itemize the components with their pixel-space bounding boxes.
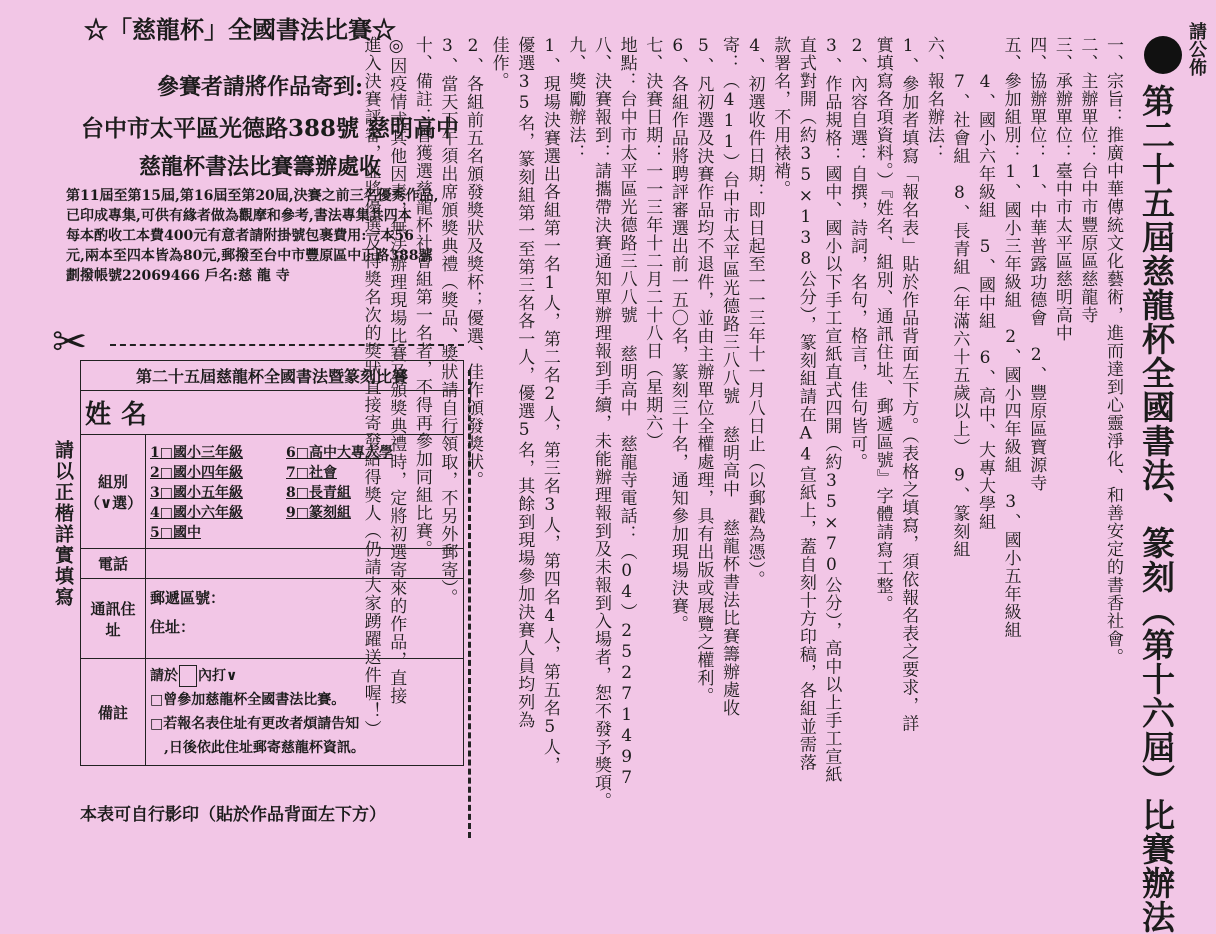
book-info-line: 第11屆至第15屆,第16屆至第20屆,決賽之前三名優秀作品, [66,188,439,204]
book-info-line: 每本酌收工本費400元有意者請附掛號包裹費用:一本56 [66,228,414,244]
rule-column: 實填寫各項資料。）『姓名、組別、通訊住址、郵遞區號』字體請寫工整。 [872,36,893,613]
book-info [66,186,456,286]
form-title: 第二十五屆慈龍杯全國書法暨篆刻比賽 [81,361,464,391]
group-option[interactable]: 2□國小四年級 [150,464,243,481]
phone-label: 電話 [81,549,146,579]
rule-column: 八、決賽報到：請攜帶決賽通知單辦理報到手續，未能辦理報到及未報到入場者，恕不發予獎項。 [591,36,611,810]
rule-column: 5、凡初選及決賽作品均不退件，並由主辦單位全權處理，具有出版或展覽之權利。 [693,36,714,705]
phone-field[interactable] [146,549,464,579]
group-option[interactable]: 3□國小五年級 [150,484,243,501]
address-line-1: 台中市太平區光德路388號 慈明高中 [80,115,460,142]
address-line-2: 慈龍杯書法比賽籌辦處收 [138,154,381,180]
rule-column: ◎因疫情或其他因素，無法辦理現場比賽及頒獎典禮時，定將初選寄來的作品，直接 [386,36,407,705]
checkbox-icon [179,665,197,687]
group-option[interactable]: 5□國中 [150,524,201,541]
group-options [146,435,464,549]
rule-column: 六、報名辦法： [923,36,944,162]
rule-column: 地點：台中市太平區光德路三八八號 慈明高中 慈龍寺電話：（04）25271497 [616,36,637,789]
group-option[interactable]: 6□高中大專大學 [286,444,393,461]
name-field[interactable] [81,391,464,435]
rule-column: 一、宗旨：推廣中華傳統文化藝術，進而達到心靈淨化、和善安定的書香社會。 [1103,36,1123,666]
page-title: 第二十五屆慈龍杯全國書法、篆刻（第十六屆）比賽辦法 [1137,84,1176,934]
cut-line-vertical [468,370,471,838]
rule-column: 3、當天下午須出席頒獎典禮（獎品、獎狀請自行領取，不另外郵寄）。 [437,36,458,607]
rule-column: 3、作品規格：國中、國小以下手工宣紙直式四開（約35×70公分），高中以上手工宣紙 [821,36,842,784]
group-option[interactable]: 1□國小三年級 [150,444,243,461]
remark-option-2-cont: ,日後依此住址郵寄慈龍杯資訊。 [164,740,365,756]
book-info-line: 已印成專集,可供有緣者做為觀摩和參考,書法專集共四本 [66,208,412,224]
rule-column: 4、國小六年級組 5、國中組 6、高中、大專大學組 [975,36,995,531]
zip-label: 郵遞區號： [150,589,226,607]
book-info-line: 劃撥帳號22069466 戶名:慈 龍 寺 [66,268,290,284]
remark-line-2: 內打∨ [198,668,238,684]
book-info-line: 元,兩本至四本皆為80元,郵撥至台中市豐原區中正路388號 [66,248,433,264]
cut-line-horizontal [110,344,464,346]
rule-column: 四、協辦單位：1、中華普露功德會 2、豐原區寶源寺 [1026,36,1047,492]
rule-column: 進入決賽評審，並將優選及得獎名次的獎狀直接寄發給得獎人（仍請大家踴躍送件喔！） [360,36,381,738]
remark-option-1[interactable]: □曾參加慈龍杯全國書法比賽。 [150,692,346,708]
rule-column: 佳作。 [488,36,509,90]
group-option[interactable]: 4□國小六年級 [150,504,243,521]
seal-icon [1144,36,1182,74]
rule-column: 2、各組前五名頒發獎狀及獎杯；優選、佳作頒發獎狀。 [463,36,483,489]
send-to-text: 參賽者請將作品寄到: [156,74,364,100]
rule-column: 三、承辦單位：臺中市太平區慈明高中 [1051,36,1072,342]
rule-column: 款署名，不用裱褙。 [770,36,791,198]
rule-column: 九、獎勵辦法： [565,36,586,162]
rule-column: 直式對開（約35×138公分），篆刻組請在A4宣紙上，蓋自刻十方印稿，各組並需落 [795,36,816,772]
group-option[interactable]: 9□篆刻組 [286,504,351,521]
name-label: 姓名 [85,400,158,430]
notice-label: 請公佈 [1186,22,1207,76]
rule-column: 二、主辦單位：台中市豐原區慈龍寺 [1077,36,1098,324]
rule-column: 優選35名，篆刻組第一至第三名各一人，優選5名，其餘到現場參加決賽人員均列為 [514,36,535,729]
remark-cell [146,659,464,766]
remark-option-2[interactable]: □若報名表住址有更改者煩請告知 [150,716,360,732]
side-note: 請以正楷詳實填寫 [52,440,74,608]
rule-column: 寄：（411）台中市太平區光德路三八八號 慈明高中 慈龍杯書法比賽籌辦處收 [719,36,739,717]
rule-column: 十、備註：曾獲選慈龍杯社會組第一名者，不得再參加同組比賽。 [411,36,432,558]
competition-title: ☆「慈龍杯」全國書法比賽☆ [84,15,396,44]
address-field[interactable] [146,579,464,659]
group-option[interactable]: 7□社會 [286,464,337,481]
rule-column: 7、社會組 8、長青組（年滿六十五歲以上） 9、篆刻組 [949,36,970,559]
group-option[interactable]: 8□長青組 [286,484,351,501]
rule-column: 4、初選收件日期：即日起至一一三年十一月八日止（以郵戳為憑）。 [744,36,765,589]
rule-column: 1、參加者填寫「報名表」貼於作品背面左下方。（表格之填寫，須依報名表之要求，詳 [898,36,919,733]
address-field-label: 住址： [150,618,196,636]
rule-column: 2、內容自選：自撰，詩詞，名句，格言，佳句皆可。 [847,36,867,471]
scissors-icon: ✂ [52,317,88,366]
photocopy-note: 本表可自行影印（貼於作品背面左下方） [80,805,386,825]
remark-label: 備註 [81,659,146,766]
address-label: 通訊住址 [81,579,146,659]
rule-column: 1、現場決賽選出各組第一名1人，第二名2人，第三名3人，第四名4人，第五名5人， [539,36,560,774]
rule-column: 七、決賽日期：一一三年十二月二十八日（星期六） [642,36,663,450]
rule-column: 五、參加組別：1、國小三年級組 2、國小四年級組 3、國小五年級組 [1000,36,1021,639]
rule-column: 6、各組作品將聘評審選出前一五〇名，篆刻三十名，通知參加現場決賽。 [667,36,688,633]
remark-line-1: 請於 [150,668,178,684]
registration-form [80,360,464,766]
group-label: 組別（∨選） [81,435,146,549]
